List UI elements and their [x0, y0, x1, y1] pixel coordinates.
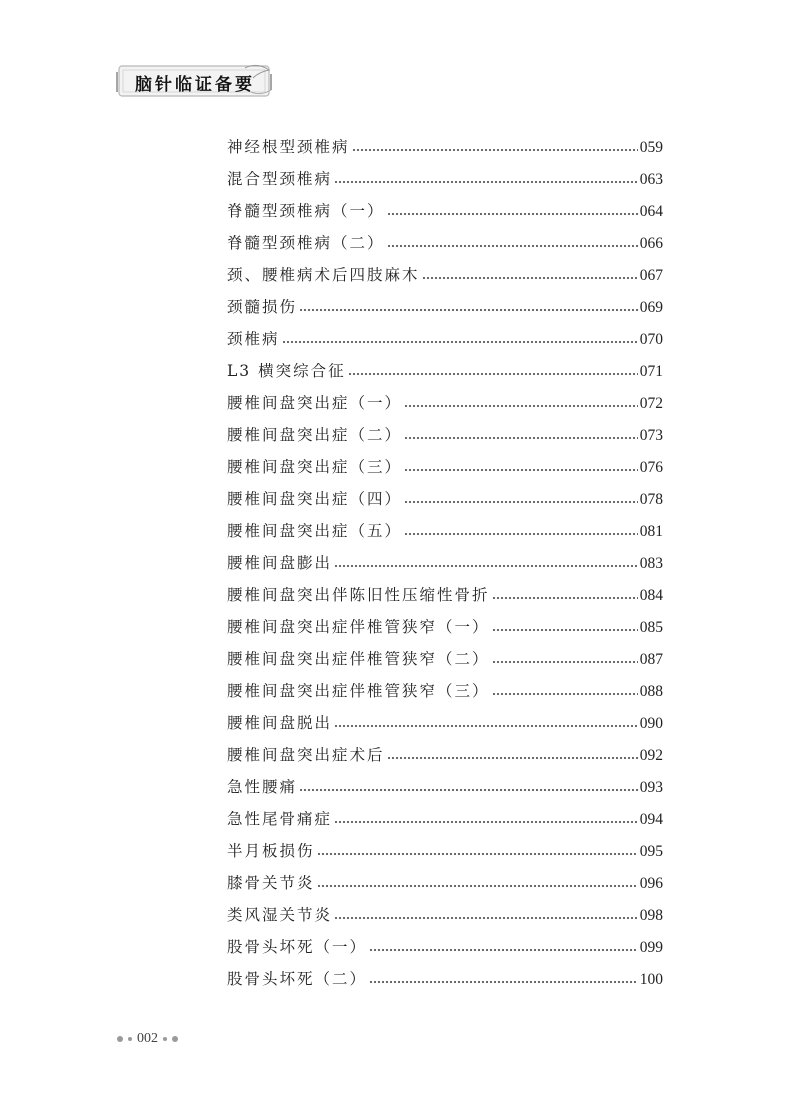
toc-entry-title: 股骨头坏死（一） [227, 938, 368, 956]
toc-entry[interactable] [227, 579, 663, 611]
toc-dot-leader [334, 725, 638, 727]
toc-entry[interactable] [227, 547, 663, 579]
toc-entry[interactable] [227, 867, 663, 899]
toc-entry[interactable] [227, 739, 663, 771]
toc-entry-page: 072 [639, 395, 663, 412]
toc-entry-page: 076 [639, 459, 663, 476]
toc-entry-page: 098 [639, 907, 663, 924]
toc-entry-title: 腰椎间盘突出症（一） [227, 394, 403, 412]
toc-dot-leader [334, 181, 638, 183]
toc-dot-leader [492, 597, 638, 599]
toc-entry-title: 腰椎间盘突出症（二） [227, 426, 403, 444]
toc-entry-page: 093 [639, 779, 663, 796]
toc-entry-page: 059 [639, 139, 663, 156]
toc-dot-leader [387, 757, 638, 759]
table-of-contents [227, 131, 663, 995]
toc-dot-leader [422, 277, 638, 279]
toc-entry-title: 腰椎间盘突出伴陈旧性压缩性骨折 [227, 586, 490, 604]
toc-entry-title: 混合型颈椎病 [227, 170, 333, 188]
toc-entry[interactable] [227, 931, 663, 963]
page-footer [117, 1031, 178, 1047]
toc-dot-leader [492, 629, 638, 631]
toc-entry-page: 073 [639, 427, 663, 444]
toc-entry-title: 腰椎间盘突出症（四） [227, 490, 403, 508]
toc-entry-page: 064 [639, 203, 663, 220]
toc-entry[interactable] [227, 515, 663, 547]
toc-entry-title: 腰椎间盘突出症（三） [227, 458, 403, 476]
toc-dot-leader [404, 501, 638, 503]
footer-dot-icon [117, 1036, 123, 1042]
toc-entry-title: 类风湿关节炎 [227, 906, 333, 924]
toc-entry-page: 099 [639, 939, 663, 956]
toc-dot-leader [299, 309, 638, 311]
toc-dot-leader [334, 565, 638, 567]
toc-entry-title: 颈髓损伤 [227, 298, 298, 316]
toc-entry-title: 腰椎间盘突出症伴椎管狭窄（二） [227, 650, 490, 668]
toc-dot-leader [404, 533, 638, 535]
toc-dot-leader [492, 661, 638, 663]
toc-entry-page: 090 [639, 715, 663, 732]
toc-entry-page: 083 [639, 555, 663, 572]
toc-entry-page: 066 [639, 235, 663, 252]
toc-entry-title: 腰椎间盘膨出 [227, 554, 333, 572]
toc-entry[interactable] [227, 675, 663, 707]
toc-dot-leader [282, 341, 638, 343]
toc-entry[interactable] [227, 387, 663, 419]
toc-entry-title: 腰椎间盘突出症（五） [227, 522, 403, 540]
toc-dot-leader [352, 149, 638, 151]
toc-entry[interactable] [227, 323, 663, 355]
toc-entry-page: 095 [639, 843, 663, 860]
toc-entry-page: 084 [639, 587, 663, 604]
toc-entry-title: 急性腰痛 [227, 778, 298, 796]
toc-entry-page: 100 [639, 971, 663, 988]
running-header [115, 62, 275, 100]
toc-dot-leader [404, 405, 638, 407]
toc-dot-leader [348, 373, 638, 375]
toc-dot-leader [299, 789, 638, 791]
toc-dot-leader [334, 917, 638, 919]
footer-dot-icon [172, 1036, 178, 1042]
toc-entry-page: 081 [639, 523, 663, 540]
toc-entry[interactable] [227, 195, 663, 227]
toc-dot-leader [387, 245, 638, 247]
toc-entry[interactable] [227, 643, 663, 675]
toc-entry-title: 脊髓型颈椎病（一） [227, 202, 385, 220]
page-number: 002 [137, 1031, 158, 1046]
toc-entry-title: 颈椎病 [227, 330, 280, 348]
toc-entry[interactable] [227, 291, 663, 323]
toc-entry-title: 急性尾骨痛症 [227, 810, 333, 828]
toc-entry[interactable] [227, 419, 663, 451]
toc-entry-title: 颈、腰椎病术后四肢麻木 [227, 266, 420, 284]
toc-entry-title: 腰椎间盘脱出 [227, 714, 333, 732]
toc-dot-leader [404, 469, 638, 471]
toc-entry-title: 股骨头坏死（二） [227, 970, 368, 988]
toc-dot-leader [404, 437, 638, 439]
toc-entry[interactable] [227, 707, 663, 739]
toc-entry-page: 094 [639, 811, 663, 828]
toc-dot-leader [387, 213, 638, 215]
toc-entry-title: 脊髓型颈椎病（二） [227, 234, 385, 252]
toc-dot-leader [317, 885, 638, 887]
toc-entry[interactable] [227, 451, 663, 483]
toc-entry-title: 神经根型颈椎病 [227, 138, 350, 156]
toc-entry-page: 069 [639, 299, 663, 316]
toc-entry-title: 腰椎间盘突出症伴椎管狭窄（一） [227, 618, 490, 636]
toc-entry-page: 070 [639, 331, 663, 348]
toc-dot-leader [334, 821, 638, 823]
toc-dot-leader [492, 693, 638, 695]
footer-dot-icon [128, 1037, 132, 1041]
toc-entry[interactable] [227, 355, 663, 387]
toc-entry[interactable] [227, 259, 663, 291]
toc-entry[interactable] [227, 131, 663, 163]
toc-entry-title: 膝骨关节炎 [227, 874, 315, 892]
toc-entry-page: 096 [639, 875, 663, 892]
toc-entry-page: 071 [639, 363, 663, 380]
toc-entry[interactable] [227, 483, 663, 515]
toc-entry-page: 087 [639, 651, 663, 668]
toc-entry-page: 088 [639, 683, 663, 700]
toc-entry-title: L3 横突综合征 [227, 362, 346, 380]
toc-entry-page: 085 [639, 619, 663, 636]
toc-entry-title: 半月板损伤 [227, 842, 315, 860]
toc-entry[interactable] [227, 963, 663, 995]
toc-entry-page: 063 [639, 171, 663, 188]
toc-entry[interactable] [227, 163, 663, 195]
toc-entry[interactable] [227, 227, 663, 259]
toc-entry[interactable] [227, 835, 663, 867]
toc-entry-title: 腰椎间盘突出症伴椎管狭窄（三） [227, 682, 490, 700]
toc-entry-page: 067 [639, 267, 663, 284]
toc-entry-page: 078 [639, 491, 663, 508]
toc-dot-leader [317, 853, 638, 855]
toc-entry[interactable] [227, 899, 663, 931]
toc-entry-title: 腰椎间盘突出症术后 [227, 746, 385, 764]
toc-entry[interactable] [227, 771, 663, 803]
toc-dot-leader [369, 981, 638, 983]
footer-dot-icon [163, 1037, 167, 1041]
toc-entry[interactable] [227, 611, 663, 643]
toc-entry[interactable] [227, 803, 663, 835]
book-title: 脑针临证备要 [135, 75, 255, 95]
toc-dot-leader [369, 949, 638, 951]
toc-entry-page: 092 [639, 747, 663, 764]
